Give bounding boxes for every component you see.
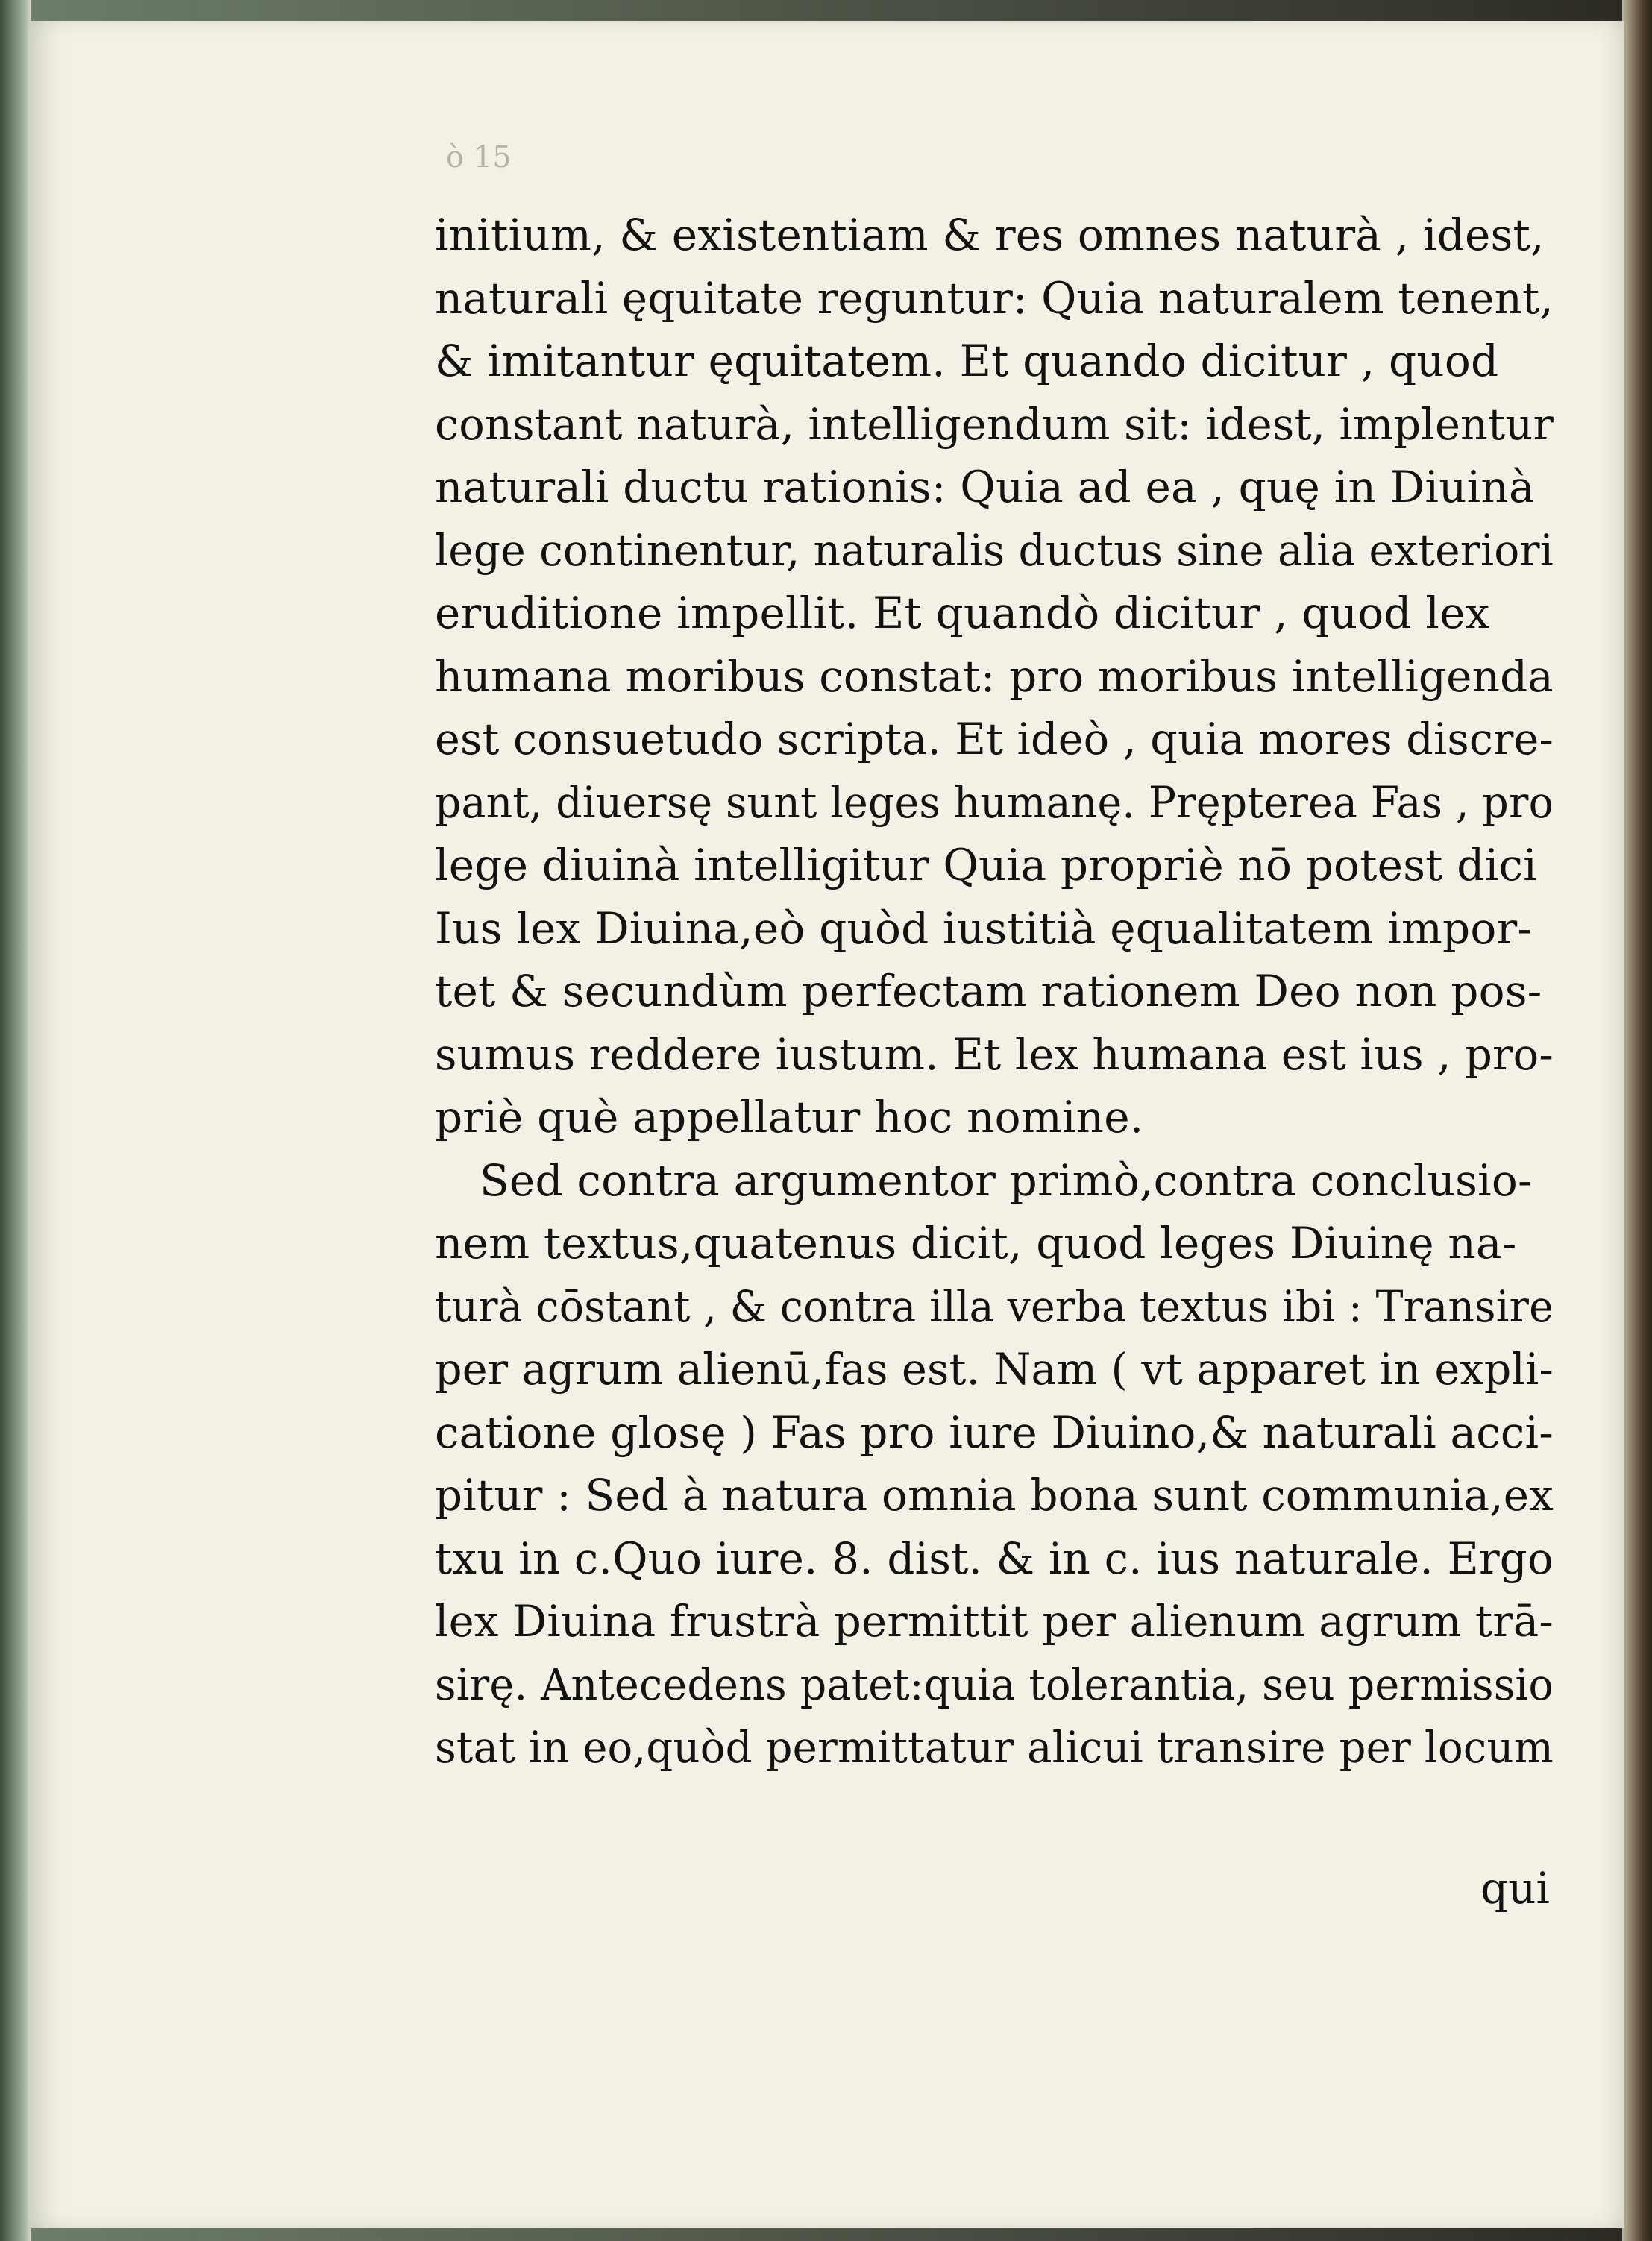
text-line-4: constant naturà, intelligendum sit: idest, implentur: [435, 398, 1554, 450]
text-line-16: Sed contra argumentor primò,contra conclusio-: [480, 1154, 1533, 1206]
catchword: qui: [1480, 1863, 1550, 1914]
text-line-22: txu in c.Quo iure. 8. dist. & in c. ius naturale. Ergo: [435, 1533, 1554, 1584]
page-text-block: [435, 204, 1554, 1779]
text-line-23: lex Diuina frustrà permittit per alienum agrum trā-: [435, 1596, 1554, 1647]
text-line-7: eruditione impellit. Et quandò dicitur , quod lex: [435, 588, 1490, 638]
book-page: [28, 21, 1624, 2228]
text-line-19: per agrum alienū,fas est. Nam ( vt apparet in expli-: [435, 1344, 1554, 1395]
text-line-18: turà cōstant , & contra illa verba textus ibi : Transire: [435, 1280, 1554, 1332]
text-line-17: nem textus,quatenus dicit, quod leges Diuinę na-: [435, 1218, 1517, 1269]
text-line-3: & imitantur ęquitatem. Et quando dicitur , quod: [435, 336, 1499, 386]
text-line-1: initium, & existentiam & res omnes naturà , idest,: [435, 210, 1545, 260]
text-line-14: sumus reddere iustum. Et lex humana est ius , pro-: [435, 1028, 1554, 1080]
text-line-9: est consuetudo scripta. Et ideò , quia mores discre-: [435, 714, 1554, 764]
text-line-24: sirę. Antecedens patet:quia tolerantia, seu permissio: [435, 1659, 1554, 1710]
text-line-12: Ius lex Diuina,eò quòd iustitià ęqualitatem impor-: [435, 902, 1533, 954]
text-line-13: tet & secundùm perfectam rationem Deo non pos-: [435, 966, 1542, 1016]
spine-edge: [0, 0, 31, 2241]
text-line-21: pitur : Sed à natura omnia bona sunt communia,ex: [435, 1470, 1554, 1521]
text-line-20: catione glosę ) Fas pro iure Diuino,& naturali acci-: [435, 1406, 1554, 1458]
text-line-10: pant, diuersę sunt leges humanę. Prępterea Fas , pro: [435, 776, 1554, 828]
text-line-15: priè què appellatur hoc nomine.: [435, 1092, 1144, 1142]
text-line-8: humana moribus constat: pro moribus intelligenda: [435, 650, 1554, 702]
page-edges: [1622, 0, 1652, 2241]
text-line-5: naturali ductu rationis: Quia ad ea , quę in Diuinà: [435, 462, 1535, 512]
text-line-2: naturali ęquitate reguntur: Quia naturalem tenent,: [435, 272, 1554, 324]
folio-number: ò 15: [446, 140, 512, 175]
text-line-25: stat in eo,quòd permittatur alicui transire per locum: [435, 1722, 1554, 1773]
text-line-11: lege diuinà intelligitur Quia propriè nō potest dici: [435, 840, 1537, 890]
text-line-6: lege continentur, naturalis ductus sine alia exteriori: [435, 524, 1554, 576]
